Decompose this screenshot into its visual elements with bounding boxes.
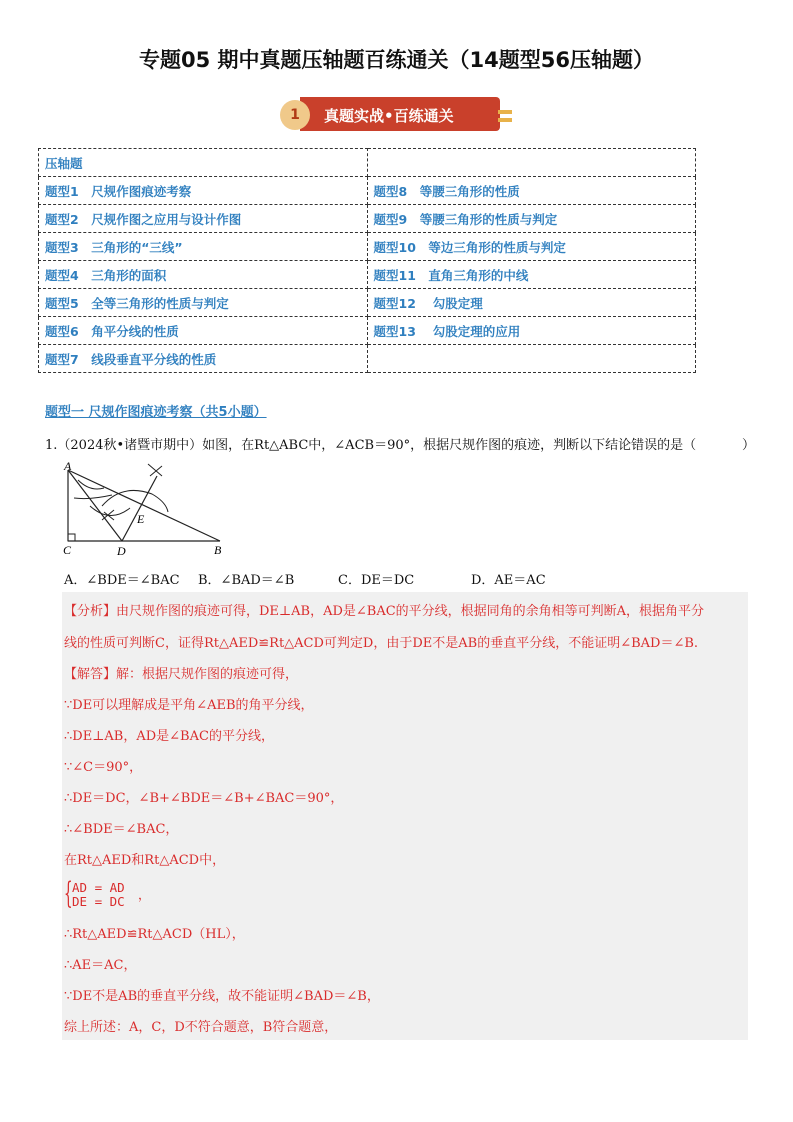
analysis-line: 线的性质可判断C，证得Rt△AED≌Rt△ACD可判定D，由于DE不是AB的垂直平分线，不能证明∠BAD＝∠B. xyxy=(64,636,699,651)
analysis-line: 综上所述：A，C，D不符合题意，B符合题意， xyxy=(64,1020,338,1035)
analysis-line: 【解答】解：根据尺规作图的痕迹可得， xyxy=(64,667,299,682)
analysis-line: ∵DE可以理解成是平角∠AEB的角平分线， xyxy=(64,698,314,713)
table-header-cell: 压轴题 xyxy=(39,149,368,177)
analysis-line: ∴DE⊥AB，AD是∠BAC的平分线， xyxy=(64,729,274,744)
section-heading-link[interactable]: 题型一 尺规作图痕迹考察（共5小题） xyxy=(45,405,267,420)
choice-b[interactable]: B．∠BAD＝∠B xyxy=(198,573,295,588)
topic-index-table xyxy=(38,148,696,373)
intersection-mark xyxy=(148,464,162,476)
question-1 xyxy=(45,434,755,453)
analysis-line: 在Rt△AED和Rt△ACD中， xyxy=(64,853,226,868)
equation-row: AD = AD xyxy=(72,880,125,895)
question-text: 1.（2024秋•诸暨市期中）如图，在Rt△ABC中，∠ACB＝90°，根据尺规作图的痕迹，判断以下结论错误的是（ xyxy=(45,438,697,453)
label-A: A xyxy=(64,459,72,473)
analysis-line: ∴DE＝DC，∠B+∠BDE＝∠B+∠BAC＝90°， xyxy=(64,791,344,806)
table-row xyxy=(39,261,696,289)
choice-a[interactable]: A．∠BDE＝∠BAC xyxy=(64,573,180,588)
topic-link-right[interactable]: 题型12 勾股定理 xyxy=(367,289,696,317)
segment-AD xyxy=(68,470,122,541)
table-row xyxy=(39,289,696,317)
topic-link-left[interactable]: 题型2 尺规作图之应用与设计作图 xyxy=(39,205,368,233)
table-row xyxy=(39,149,696,177)
label-B: B xyxy=(214,543,222,557)
topic-link-right[interactable]: 题型11 直角三角形的中线 xyxy=(367,261,696,289)
topic-link-left[interactable]: 题型1 尺规作图痕迹考察 xyxy=(39,177,368,205)
brace-icon: { xyxy=(64,876,73,911)
topic-link-left[interactable]: 题型4 三角形的面积 xyxy=(39,261,368,289)
analysis-line: ∵DE不是AB的垂直平分线，故不能证明∠BAD＝∠B， xyxy=(64,989,380,1004)
topic-link-left[interactable]: 题型5 全等三角形的性质与判定 xyxy=(39,289,368,317)
choice-d[interactable]: D．AE＝AC xyxy=(471,573,546,588)
question-close-paren: ） xyxy=(741,438,755,453)
table-row xyxy=(39,233,696,261)
analysis-box xyxy=(62,592,748,1040)
triangle-figure xyxy=(60,458,230,562)
page-title: 专题05 期中真题压轴题百练通关（14题型56压轴题） xyxy=(139,48,654,72)
label-E: E xyxy=(137,512,145,526)
table-cell xyxy=(367,149,696,177)
topic-link-left[interactable]: 题型6 角平分线的性质 xyxy=(39,317,368,345)
answer-choices xyxy=(64,569,546,588)
banner-number: 1 xyxy=(280,100,310,130)
topic-link-left[interactable]: 题型3 三角形的“三线” xyxy=(39,233,368,261)
banner-stripe xyxy=(498,110,512,114)
arc-mark xyxy=(74,495,112,499)
analysis-line: ∵∠C＝90°， xyxy=(64,760,143,775)
right-angle-mark xyxy=(68,534,75,541)
analysis-line: ∴Rt△AED≌Rt△ACD（HL）， xyxy=(64,927,245,942)
banner-stripe xyxy=(498,118,512,122)
analysis-line: 【分析】由尺规作图的痕迹可得，DE⊥AB，AD是∠BAC的平分线，根据同角的余角相等可判断A，根据角平分 xyxy=(64,604,705,619)
topic-link-right[interactable]: 题型10 等边三角形的性质与判定 xyxy=(367,233,696,261)
banner-label: 真题实战•百练通关 xyxy=(324,107,454,125)
table-row xyxy=(39,345,696,373)
topic-link-right[interactable]: 题型9 等腰三角形的性质与判定 xyxy=(367,205,696,233)
table-row xyxy=(39,205,696,233)
equation-row: DE = DC xyxy=(72,894,125,909)
topic-link-right[interactable]: 题型13 勾股定理的应用 xyxy=(367,317,696,345)
section-banner xyxy=(280,97,515,133)
label-D: D xyxy=(117,544,126,558)
label-C: C xyxy=(63,543,72,557)
topic-link-left[interactable]: 题型7 线段垂直平分线的性质 xyxy=(39,345,368,373)
analysis-line: ∴AE＝AC， xyxy=(64,958,137,973)
topic-link-right xyxy=(367,345,696,373)
table-row xyxy=(39,317,696,345)
choice-c[interactable]: C．DE＝DC xyxy=(338,573,415,588)
analysis-line: ∴∠BDE＝∠BAC， xyxy=(64,822,179,837)
table-row xyxy=(39,177,696,205)
side-AB xyxy=(68,470,220,541)
equation-suffix: ， xyxy=(138,887,151,902)
topic-link-right[interactable]: 题型8 等腰三角形的性质 xyxy=(367,177,696,205)
